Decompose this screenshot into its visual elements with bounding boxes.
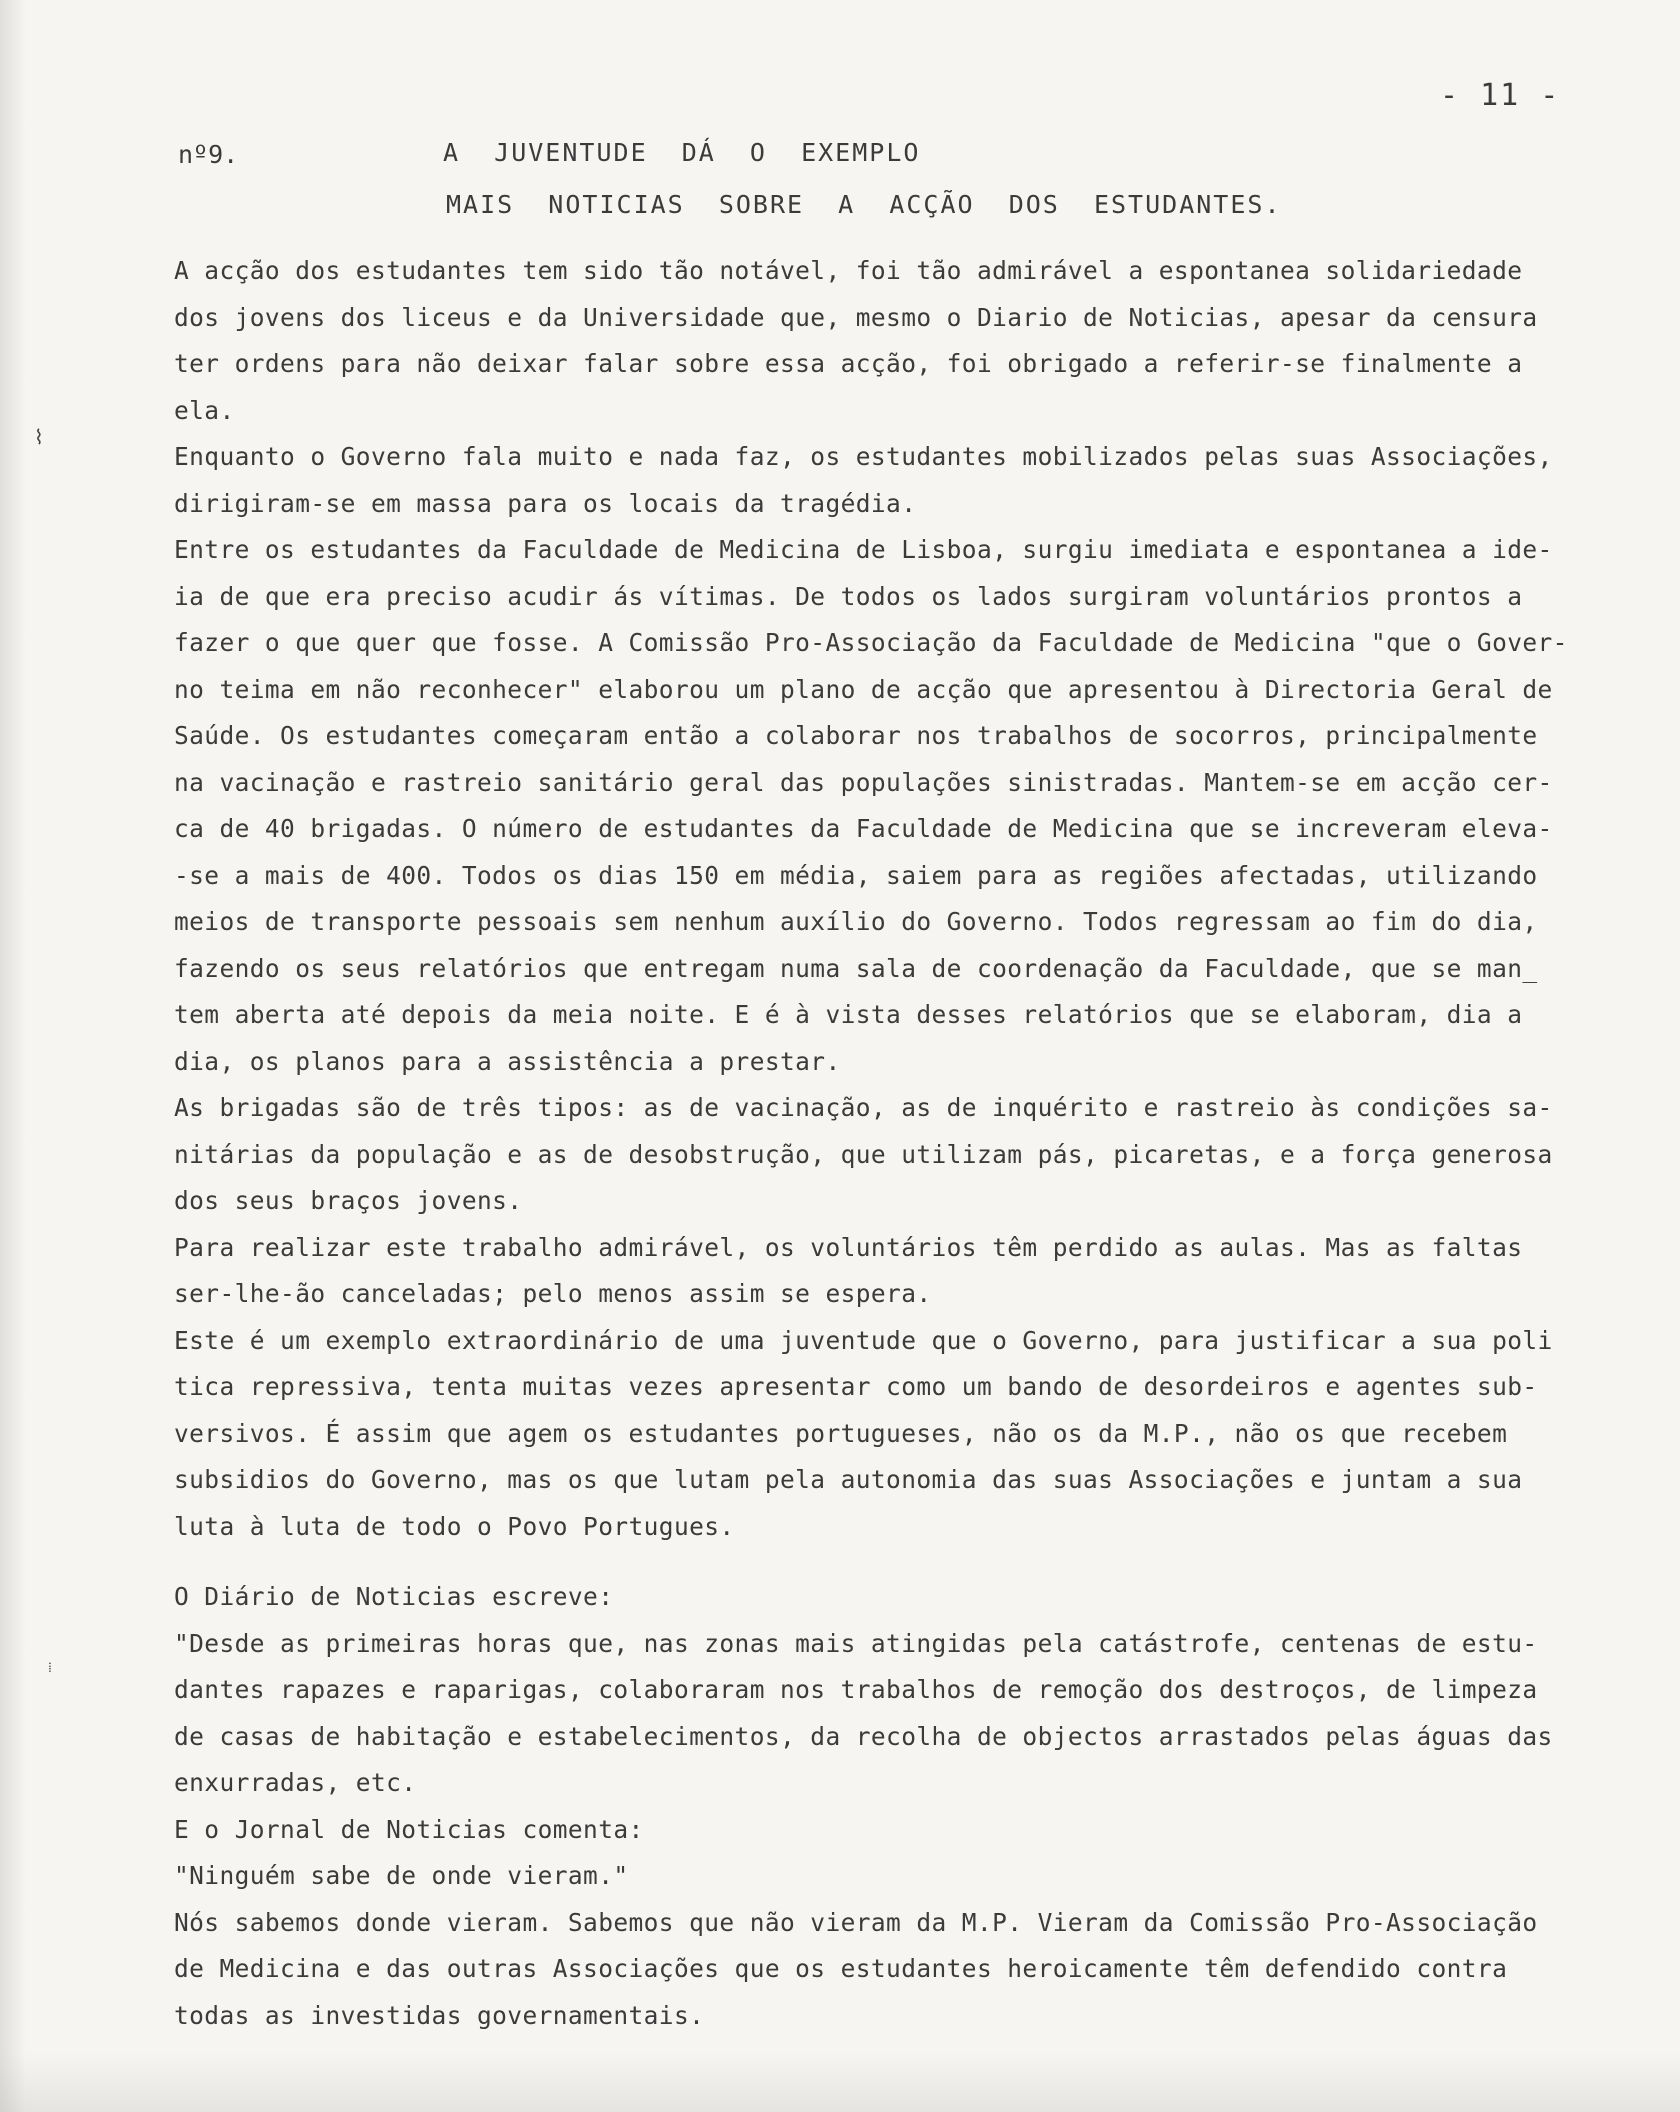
text-line: Este é um exemplo extraordinário de uma juventude que o Governo, para justificar a sua poli [174,1325,1553,1355]
text-line: dos seus braços jovens. [174,1186,523,1215]
text-line: fazer o que quer que fosse. A Comissão Pro-Associação da Faculdade de Medicina "que o Gover- [174,628,1568,657]
text-line: dia, os planos para a assistência a prestar. [174,1046,841,1076]
text-line: As brigadas são de três tipos: as de vacinação, as de inquérito e rastreio às condições sa- [174,1093,1553,1122]
subheadline: MAIS NOTICIAS SOBRE A ACÇÃO DOS ESTUDANTES. [446,190,1282,219]
text-line: ela. [174,395,235,425]
text-line: enxurradas, etc. [174,1768,417,1797]
text-line: Enquanto o Governo fala muito e nada faz, os estudantes mobilizados pelas suas Associações, [174,442,1553,471]
text-line: E o Jornal de Noticias comenta: [174,1814,644,1844]
text-line: subsidios do Governo, mas os que lutam pela autonomia das suas Associações e juntam a sua [174,1465,1523,1494]
page-number: - 11 - [1440,78,1561,113]
text-line: de casas de habitação e estabelecimentos, da recolha de objectos arrastados pelas águas das [174,1721,1553,1751]
text-line: nitárias da população e as de desobstrução, que utilizam pás, picaretas, e a força generosa [174,1139,1553,1169]
text-line: Saúde. Os estudantes começaram então a colaborar nos trabalhos de socorros, principalmente [174,721,1538,750]
text-line: Entre os estudantes da Faculdade de Medicina de Lisboa, surgiu imediata e espontanea a ide- [174,535,1553,564]
text-line: ter ordens para não deixar falar sobre essa acção, foi obrigado a referir-se finalmente a [174,349,1523,378]
margin-mark: ⁞ [48,1660,52,1676]
text-line: na vacinação e rastreio sanitário geral das populações sinistradas. Mantem-se em acção cer- [174,767,1553,797]
text-line: dos jovens dos liceus e da Universidade que, mesmo o Diario de Noticias, apesar da censura [174,302,1538,332]
text-line: Para realizar este trabalho admirável, os voluntários têm perdido as aulas. Mas as faltas [174,1232,1523,1262]
text-line: luta à luta de todo o Povo Portugues. [174,1511,735,1541]
text-line: dirigiram-se em massa para os locais da tragédia. [174,488,917,518]
text-line: A acção dos estudantes tem sido tão notável, foi tão admirável a espontanea solidariedade [174,256,1523,285]
text-line: O Diário de Noticias escreve: [174,1582,614,1611]
text-line: de Medicina e das outras Associações que os estudantes heroicamente têm defendido contra [174,1954,1508,1983]
text-line: tem aberta até depois da meia noite. E é à vista desses relatórios que se elaboram, dia a [174,1000,1523,1029]
text-line: versivos. É assim que agem os estudantes portugueses, não os da M.P., não os que recebem [174,1418,1508,1448]
text-line: fazendo os seus relatórios que entregam numa sala de coordenação da Faculdade, que se man_ [174,953,1538,983]
paragraph-gap [174,1550,1594,1574]
text-line: tica repressiva, tenta muitas vezes apresentar como um bando de desordeiros e agentes sub- [174,1372,1538,1401]
text-line: no teima em não reconhecer" elaborou um plano de acção que apresentou à Directoria Geral de [174,674,1553,704]
text-line: todas as investidas governamentais. [174,2000,705,2030]
scan-edge-shadow [0,0,26,2112]
headline: A JUVENTUDE DÁ O EXEMPLO [443,138,921,167]
text-line: dantes rapazes e raparigas, colaboraram nos trabalhos de remoção dos destroços, de limpeza [174,1675,1538,1704]
text-line: "Ninguém sabe de onde vieram." [174,1861,629,1890]
text-line: ca de 40 brigadas. O número de estudantes da Faculdade de Medicina que se increveram eleva- [174,814,1553,843]
text-line: ia de que era preciso acudir ás vítimas. De todos os lados surgiram voluntários prontos a [174,581,1523,611]
text-line: meios de transporte pessoais sem nenhum auxílio do Governo. Todos regressam ao fim do dia, [174,907,1538,936]
issue-number: nº9. [178,140,239,169]
text-line: -se a mais de 400. Todos os dias 150 em média, saiem para as regiões afectadas, utilizando [174,860,1538,890]
text-line: "Desde as primeiras horas que, nas zonas mais atingidas pela catástrofe, centenas de estu- [174,1628,1538,1658]
scan-bottom-noise [0,2052,1680,2112]
text-line: Nós sabemos donde vieram. Sabemos que não vieram da M.P. Vieram da Comissão Pro-Associação [174,1907,1538,1937]
text-line: ser-lhe-ão canceladas; pelo menos assim se espera. [174,1279,932,1308]
margin-mark: ⌇ [34,425,44,449]
article-body [174,248,1594,2039]
